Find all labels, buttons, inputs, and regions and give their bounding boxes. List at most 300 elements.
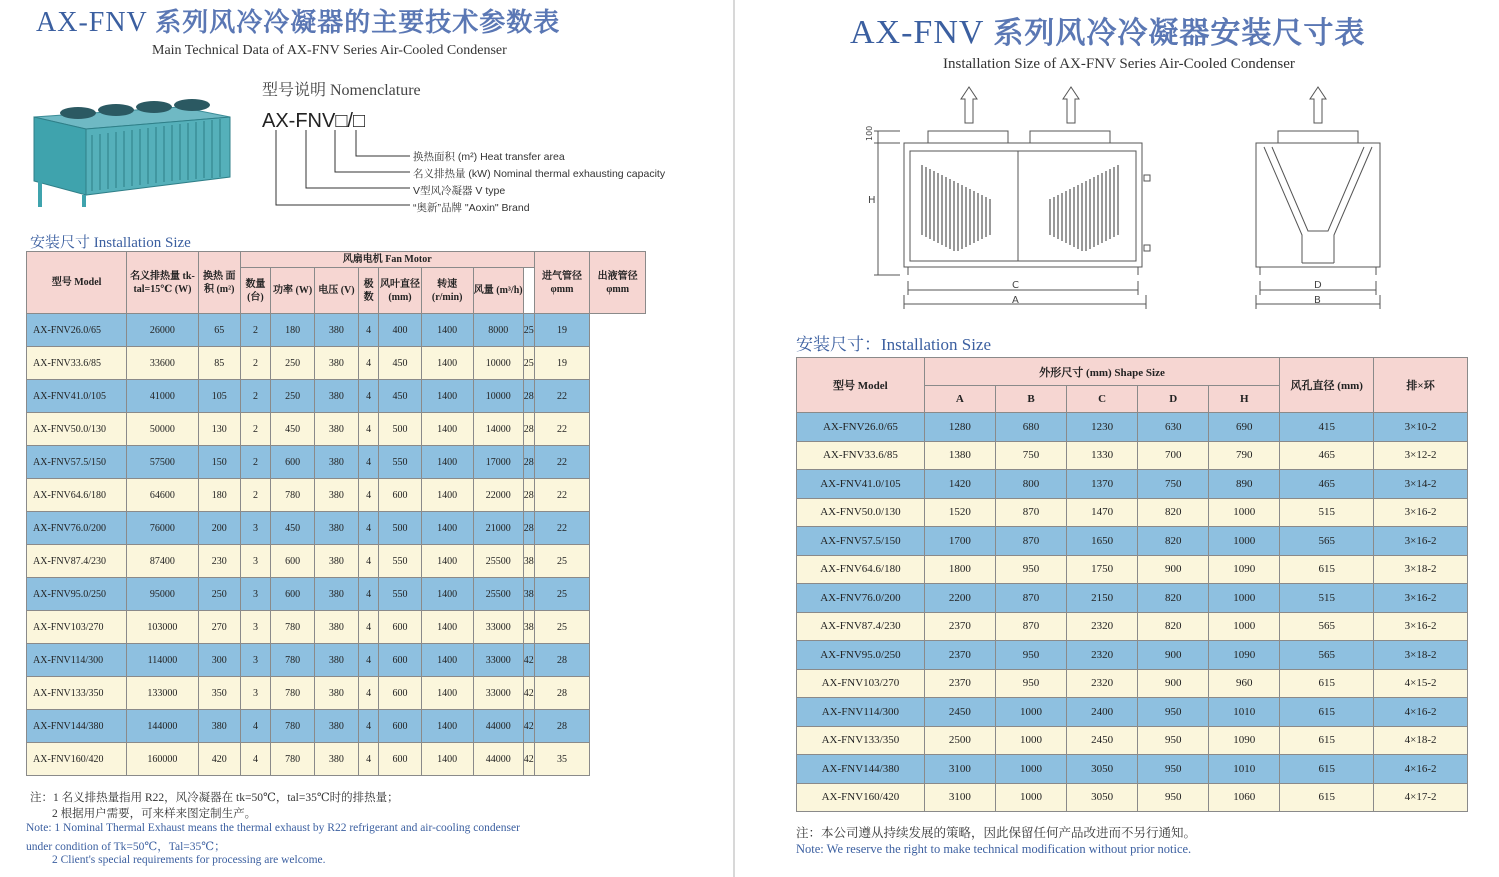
table-cell: 4×16-2 <box>1374 755 1468 784</box>
table-cell: 4 <box>358 347 379 380</box>
right-note-cn: 注：本公司遵从持续发展的策略，因此保留任何产品改进而不另行通知。 <box>796 826 1197 840</box>
table-cell: 2450 <box>1067 726 1138 755</box>
table-cell: 87400 <box>127 545 199 578</box>
table-cell: 950 <box>1138 783 1209 812</box>
table-row <box>797 669 1468 698</box>
table-cell: 1090 <box>1209 641 1280 670</box>
table-cell: 1000 <box>1209 498 1280 527</box>
table-cell: 550 <box>379 578 421 611</box>
table-cell: 1700 <box>924 527 995 556</box>
table-cell: 22 <box>534 479 590 512</box>
table-cell: 8000 <box>473 314 523 347</box>
table-cell: 42 <box>523 644 534 677</box>
table-cell: 380 <box>315 545 359 578</box>
table-cell: 4 <box>358 743 379 776</box>
table-cell: 42 <box>523 710 534 743</box>
table-cell: 22 <box>534 380 590 413</box>
table-cell: 1010 <box>1209 755 1280 784</box>
table-cell: 1400 <box>421 446 473 479</box>
table-cell: 420 <box>198 743 240 776</box>
table-cell: 1000 <box>1209 584 1280 613</box>
table-cell: 42 <box>523 677 534 710</box>
table-cell: 1420 <box>924 470 995 499</box>
col-c: C <box>1067 386 1138 413</box>
table-cell: 950 <box>1138 755 1209 784</box>
col-shape-size: 外形尺寸 (mm) Shape Size <box>924 358 1280 386</box>
table-cell: 3×16-2 <box>1374 498 1468 527</box>
left-note-en-2: under condition of Tk=50℃，Tal=35℃； <box>26 841 226 853</box>
table-cell: 1400 <box>421 314 473 347</box>
table-cell: 3050 <box>1067 783 1138 812</box>
table-cell: 25500 <box>473 578 523 611</box>
table-cell: 4×16-2 <box>1374 698 1468 727</box>
right-note-en: Note: We reserve the right to make technical modification without prior notice. <box>796 842 1192 856</box>
table-cell: 380 <box>315 611 359 644</box>
table-cell: AX-FNV50.0/130 <box>797 498 925 527</box>
table-cell: 2150 <box>1067 584 1138 613</box>
table-cell: AX-FNV26.0/65 <box>27 314 127 347</box>
table-row <box>27 677 646 710</box>
col-blade: 风叶直径 (mm) <box>379 268 421 314</box>
table-cell: 1010 <box>1209 698 1280 727</box>
table-cell: 38 <box>523 578 534 611</box>
left-installation-title: 安装尺寸 Installation Size <box>30 235 191 251</box>
table-cell: 900 <box>1138 641 1209 670</box>
table-cell: 380 <box>315 644 359 677</box>
table-cell: 250 <box>271 380 315 413</box>
table-cell: 450 <box>379 347 421 380</box>
table-cell: 680 <box>995 413 1066 442</box>
table-cell: AX-FNV50.0/130 <box>27 413 127 446</box>
dim-label-100: 100 <box>865 125 874 141</box>
table-cell: 1400 <box>421 347 473 380</box>
table-cell: 3×14-2 <box>1374 470 1468 499</box>
table-cell: 900 <box>1138 555 1209 584</box>
table-row <box>27 743 646 776</box>
col-outlet: 出液管径 φmm <box>590 252 646 314</box>
table-cell: 1400 <box>421 677 473 710</box>
table-cell: AX-FNV76.0/200 <box>797 584 925 613</box>
table-row <box>797 726 1468 755</box>
table-cell: 3 <box>240 611 270 644</box>
dim-label-b: B <box>1314 295 1321 306</box>
table-row <box>797 470 1468 499</box>
table-row <box>27 512 646 545</box>
table-cell: 3×12-2 <box>1374 441 1468 470</box>
table-cell: 380 <box>315 677 359 710</box>
table-cell: 400 <box>379 314 421 347</box>
table-cell: 1000 <box>995 698 1066 727</box>
table-cell: 180 <box>198 479 240 512</box>
table-cell: 28 <box>523 446 534 479</box>
table-cell: AX-FNV41.0/105 <box>27 380 127 413</box>
table-cell: 26000 <box>127 314 199 347</box>
table-cell: 380 <box>315 512 359 545</box>
col-voltage: 电压 (V) <box>315 268 359 314</box>
table-cell: 1090 <box>1209 726 1280 755</box>
table-cell: 820 <box>1138 584 1209 613</box>
table-row <box>27 347 646 380</box>
nomenclature-item-brand: “奥新”品牌 "Aoxin" Brand <box>413 202 530 214</box>
col-model-r: 型号 Model <box>797 358 925 413</box>
table-cell: 2320 <box>1067 669 1138 698</box>
table-cell: 3 <box>240 644 270 677</box>
table-cell: 465 <box>1280 441 1374 470</box>
table-cell: 10000 <box>473 380 523 413</box>
table-cell: 2400 <box>1067 698 1138 727</box>
table-cell: 1400 <box>421 644 473 677</box>
table-row <box>797 755 1468 784</box>
table-cell: 38 <box>523 611 534 644</box>
table-cell: 10000 <box>473 347 523 380</box>
table-cell: 3 <box>240 677 270 710</box>
table-cell: 19 <box>534 314 590 347</box>
table-cell: 2200 <box>924 584 995 613</box>
table-cell: 630 <box>1138 413 1209 442</box>
table-cell: 3×10-2 <box>1374 413 1468 442</box>
table-cell: 600 <box>271 545 315 578</box>
front-view-drawing <box>860 85 1160 315</box>
table-cell: 615 <box>1280 669 1374 698</box>
right-page-title: AX-FNV 系列风冷冷凝器安装尺寸表 <box>850 14 1366 51</box>
table-cell: 22000 <box>473 479 523 512</box>
table-row <box>27 479 646 512</box>
table-cell: 4×18-2 <box>1374 726 1468 755</box>
table-cell: 250 <box>198 578 240 611</box>
table-row <box>797 612 1468 641</box>
table-cell: 600 <box>379 644 421 677</box>
dim-label-c: C <box>1012 280 1019 291</box>
table-cell: AX-FNV133/350 <box>797 726 925 755</box>
table-cell: AX-FNV144/380 <box>797 755 925 784</box>
right-page-subtitle: Installation Size of AX-FNV Series Air-Cooled Condenser <box>943 56 1295 72</box>
table-row <box>797 584 1468 613</box>
table-row <box>797 527 1468 556</box>
col-power: 功率 (W) <box>271 268 315 314</box>
table-cell: AX-FNV64.6/180 <box>797 555 925 584</box>
col-area: 换热 面积 (m²) <box>198 252 240 314</box>
table-cell: 950 <box>995 555 1066 584</box>
table-cell: 44000 <box>473 710 523 743</box>
table-cell: 4 <box>358 644 379 677</box>
left-note-en-1: Note: 1 Nominal Thermal Exhaust means the thermal exhaust by R22 refrigerant and air-cooling condenser <box>26 822 520 834</box>
table-cell: 1470 <box>1067 498 1138 527</box>
table-cell: 33000 <box>473 644 523 677</box>
table-cell: 380 <box>198 710 240 743</box>
table-cell: AX-FNV133/350 <box>27 677 127 710</box>
table-cell: 4 <box>358 545 379 578</box>
table-row <box>797 498 1468 527</box>
table-cell: 25500 <box>473 545 523 578</box>
table-cell: 2 <box>240 446 270 479</box>
nomenclature-item-capacity: 名义排热量 (kW) Nominal thermal exhausting capacity <box>413 168 666 180</box>
table-row <box>797 413 1468 442</box>
col-a: A <box>924 386 995 413</box>
table-cell: 28 <box>534 644 590 677</box>
table-cell: 950 <box>1138 698 1209 727</box>
table-cell: 1520 <box>924 498 995 527</box>
table-cell: 1400 <box>421 479 473 512</box>
table-cell: 38 <box>523 545 534 578</box>
table-cell: 42 <box>523 743 534 776</box>
table-cell: 380 <box>315 380 359 413</box>
table-cell: 820 <box>1138 498 1209 527</box>
table-row <box>797 698 1468 727</box>
table-cell: 4 <box>358 512 379 545</box>
table-cell: 22 <box>534 512 590 545</box>
table-cell: 380 <box>315 578 359 611</box>
table-cell: AX-FNV26.0/65 <box>797 413 925 442</box>
table-cell: 230 <box>198 545 240 578</box>
table-row <box>27 545 646 578</box>
col-hole-dia: 风孔直径 (mm) <box>1280 358 1374 413</box>
table-cell: 2450 <box>924 698 995 727</box>
table-cell: 780 <box>271 611 315 644</box>
col-h: H <box>1209 386 1280 413</box>
table-cell: 380 <box>315 710 359 743</box>
table-cell: 820 <box>1138 612 1209 641</box>
table-cell: 4 <box>358 479 379 512</box>
table-cell: 2 <box>240 413 270 446</box>
col-rows-loops: 排×环 <box>1374 358 1468 413</box>
table-cell: 25 <box>534 578 590 611</box>
left-page-subtitle: Main Technical Data of AX-FNV Series Air-Cooled Condenser <box>152 43 507 58</box>
col-capacity: 名义排热量 tk-tal=15℃ (W) <box>127 252 199 314</box>
table-cell: 160000 <box>127 743 199 776</box>
table-cell: 2 <box>240 347 270 380</box>
table-cell: AX-FNV87.4/230 <box>27 545 127 578</box>
table-cell: 4×15-2 <box>1374 669 1468 698</box>
table-cell: 415 <box>1280 413 1374 442</box>
table-cell: 19 <box>534 347 590 380</box>
table-cell: 615 <box>1280 755 1374 784</box>
table-cell: AX-FNV114/300 <box>27 644 127 677</box>
table-cell: 1000 <box>995 755 1066 784</box>
table-cell: 3×18-2 <box>1374 555 1468 584</box>
table-cell: AX-FNV41.0/105 <box>797 470 925 499</box>
table-cell: 65 <box>198 314 240 347</box>
table-cell: 28 <box>523 512 534 545</box>
table-cell: 600 <box>379 479 421 512</box>
table-cell: 565 <box>1280 641 1374 670</box>
table-cell: 350 <box>198 677 240 710</box>
table-cell: 950 <box>1138 726 1209 755</box>
table-cell: 790 <box>1209 441 1280 470</box>
table-cell: AX-FNV103/270 <box>27 611 127 644</box>
table-cell: 25 <box>534 545 590 578</box>
installation-size-body <box>797 413 1468 812</box>
dim-label-d: D <box>1314 280 1322 291</box>
table-cell: 600 <box>271 446 315 479</box>
table-cell: AX-FNV95.0/250 <box>797 641 925 670</box>
table-row <box>27 644 646 677</box>
table-cell: 28 <box>523 479 534 512</box>
dim-label-h: H <box>868 195 876 206</box>
table-cell: 870 <box>995 527 1066 556</box>
table-cell: 465 <box>1280 470 1374 499</box>
col-b: B <box>995 386 1066 413</box>
table-cell: 2 <box>240 314 270 347</box>
table-cell: 1400 <box>421 743 473 776</box>
table-cell: 3 <box>240 545 270 578</box>
table-cell: 14000 <box>473 413 523 446</box>
table-cell: 22 <box>534 446 590 479</box>
table-cell: AX-FNV57.5/150 <box>27 446 127 479</box>
table-cell: 960 <box>1209 669 1280 698</box>
table-cell: 200 <box>198 512 240 545</box>
table-cell: 3 <box>240 512 270 545</box>
table-cell: 515 <box>1280 498 1374 527</box>
table-cell: AX-FNV33.6/85 <box>27 347 127 380</box>
table-cell: 1400 <box>421 380 473 413</box>
table-cell: 250 <box>271 347 315 380</box>
technical-data-body <box>27 314 646 776</box>
condenser-photo <box>30 95 240 210</box>
model-code: AX-FNV□/□ <box>262 110 366 132</box>
table-cell: 3×16-2 <box>1374 612 1468 641</box>
table-cell: 25 <box>523 347 534 380</box>
table-cell: 565 <box>1280 527 1374 556</box>
nomenclature-item-area: 换热面积 (m²) Heat transfer area <box>413 151 565 163</box>
table-cell: 800 <box>995 470 1066 499</box>
table-cell: 380 <box>315 743 359 776</box>
installation-size-table <box>796 357 1468 812</box>
table-row <box>27 611 646 644</box>
table-cell: 950 <box>995 669 1066 698</box>
table-cell: 3×16-2 <box>1374 527 1468 556</box>
left-note-2: 2 根据用户需要，可来样来图定制生产。 <box>52 808 257 820</box>
table-cell: 4 <box>358 413 379 446</box>
table-cell: 1400 <box>421 413 473 446</box>
table-cell: 1800 <box>924 555 995 584</box>
table-cell: 1000 <box>995 783 1066 812</box>
table-cell: 700 <box>1138 441 1209 470</box>
table-cell: 780 <box>271 743 315 776</box>
table-cell: 380 <box>315 314 359 347</box>
table-cell: 3050 <box>1067 755 1138 784</box>
table-cell: 1280 <box>924 413 995 442</box>
technical-data-table <box>26 251 646 776</box>
nomenclature-item-type: V型风冷凝器 V type <box>413 185 506 197</box>
table-cell: 44000 <box>473 743 523 776</box>
table-cell: 95000 <box>127 578 199 611</box>
table-cell: 4 <box>358 446 379 479</box>
col-fan-motor: 风扇电机 Fan Motor <box>240 252 534 268</box>
table-cell: 57500 <box>127 446 199 479</box>
table-cell: AX-FNV33.6/85 <box>797 441 925 470</box>
table-row <box>797 441 1468 470</box>
table-cell: AX-FNV87.4/230 <box>797 612 925 641</box>
table-cell: 2370 <box>924 669 995 698</box>
table-cell: 270 <box>198 611 240 644</box>
table-cell: 750 <box>1138 470 1209 499</box>
table-cell: 2320 <box>1067 641 1138 670</box>
table-cell: AX-FNV160/420 <box>797 783 925 812</box>
table-cell: 28 <box>534 677 590 710</box>
table-cell: 4×17-2 <box>1374 783 1468 812</box>
table-cell: 900 <box>1138 669 1209 698</box>
table-cell: 1650 <box>1067 527 1138 556</box>
table-cell: 180 <box>271 314 315 347</box>
table-cell: 28 <box>523 380 534 413</box>
table-cell: 380 <box>315 446 359 479</box>
table-row <box>797 783 1468 812</box>
table-cell: 1750 <box>1067 555 1138 584</box>
table-cell: 600 <box>379 743 421 776</box>
table-cell: 1000 <box>995 726 1066 755</box>
table-cell: 1000 <box>1209 612 1280 641</box>
table-cell: 130 <box>198 413 240 446</box>
table-cell: 890 <box>1209 470 1280 499</box>
table-cell: 2370 <box>924 612 995 641</box>
table-cell: 1400 <box>421 611 473 644</box>
table-cell: 50000 <box>127 413 199 446</box>
table-row <box>27 710 646 743</box>
table-cell: 2 <box>240 479 270 512</box>
table-cell: 1370 <box>1067 470 1138 499</box>
table-cell: 28 <box>534 710 590 743</box>
table-cell: 25 <box>523 314 534 347</box>
table-row <box>27 578 646 611</box>
table-cell: 500 <box>379 512 421 545</box>
table-cell: AX-FNV76.0/200 <box>27 512 127 545</box>
table-cell: 85 <box>198 347 240 380</box>
table-cell: 1330 <box>1067 441 1138 470</box>
table-cell: 33000 <box>473 611 523 644</box>
table-cell: 4 <box>358 578 379 611</box>
table-cell: 144000 <box>127 710 199 743</box>
table-row <box>27 446 646 479</box>
table-cell: 780 <box>271 479 315 512</box>
table-cell: AX-FNV103/270 <box>797 669 925 698</box>
table-cell: 2370 <box>924 641 995 670</box>
table-cell: 2 <box>240 380 270 413</box>
col-qty: 数量 (台) <box>240 268 270 314</box>
table-cell: 380 <box>315 479 359 512</box>
table-cell: 450 <box>271 413 315 446</box>
table-cell: 550 <box>379 446 421 479</box>
table-cell: 1090 <box>1209 555 1280 584</box>
table-cell: 820 <box>1138 527 1209 556</box>
table-cell: 3100 <box>924 783 995 812</box>
table-cell: 1230 <box>1067 413 1138 442</box>
table-cell: 615 <box>1280 698 1374 727</box>
table-cell: 300 <box>198 644 240 677</box>
table-cell: 3×16-2 <box>1374 584 1468 613</box>
table-cell: 3×18-2 <box>1374 641 1468 670</box>
table-cell: AX-FNV114/300 <box>797 698 925 727</box>
page-divider <box>733 0 735 877</box>
table-row <box>27 380 646 413</box>
table-cell: 4 <box>358 677 379 710</box>
table-cell: 64600 <box>127 479 199 512</box>
left-page-title: AX-FNV 系列风冷冷凝器的主要技术参数表 <box>36 7 561 38</box>
table-cell: 380 <box>315 413 359 446</box>
nomenclature-title: 型号说明 Nomenclature <box>262 82 421 99</box>
table-cell: 870 <box>995 612 1066 641</box>
table-cell: 1380 <box>924 441 995 470</box>
left-note-1: 注：1 名义排热量指用 R22，风冷凝器在 tk=50℃，tal=35℃时的排热量； <box>30 792 399 804</box>
table-cell: 1400 <box>421 710 473 743</box>
table-cell: 450 <box>271 512 315 545</box>
table-cell: 450 <box>379 380 421 413</box>
table-cell: 1400 <box>421 512 473 545</box>
table-cell: 33000 <box>473 677 523 710</box>
table-row <box>27 413 646 446</box>
table-cell: 1060 <box>1209 783 1280 812</box>
table-cell: 25 <box>534 611 590 644</box>
table-cell: 1400 <box>421 578 473 611</box>
